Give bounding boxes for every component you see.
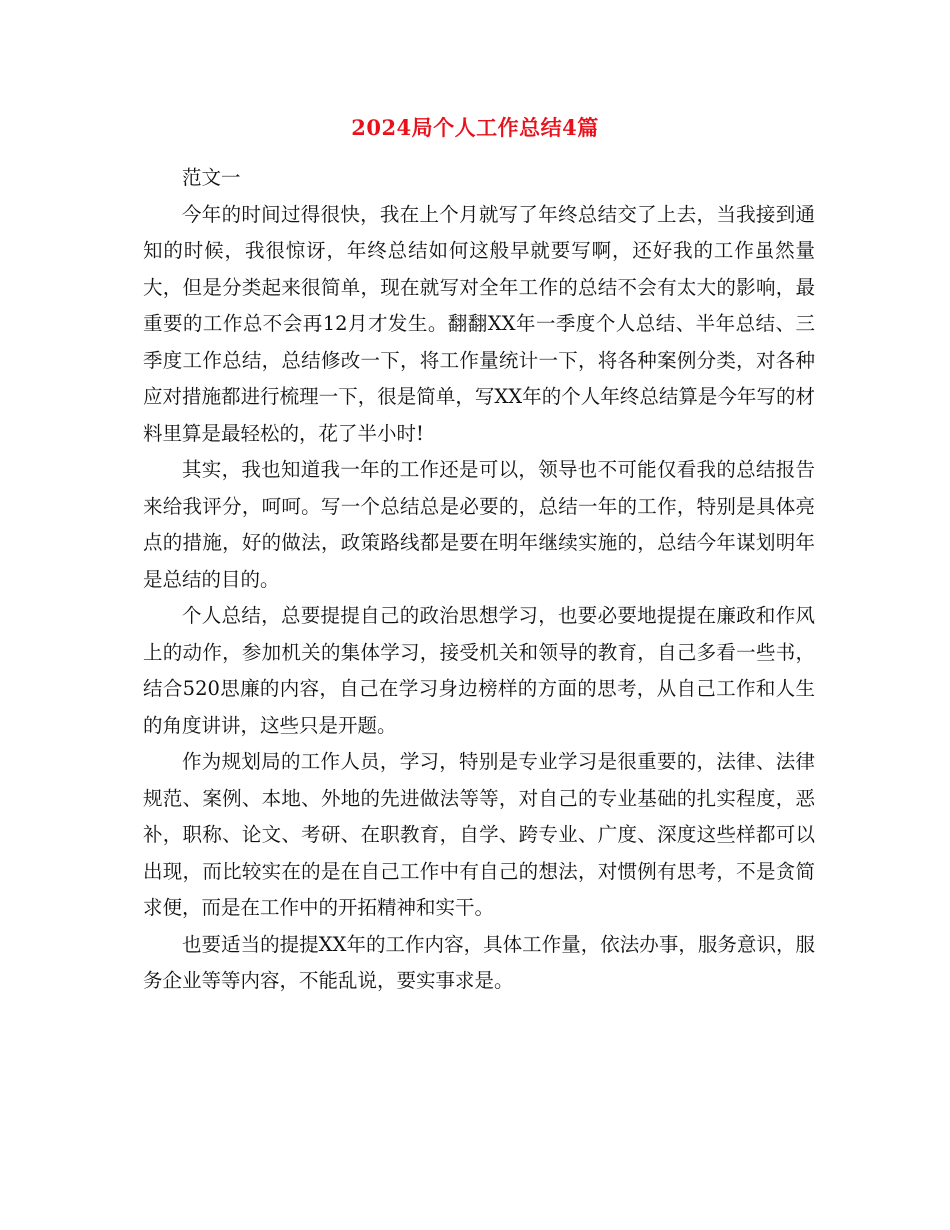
paragraph-3: 个人总结，总要提提自己的政治思想学习，也要必要地提提在廉政和作风上的动作，参加机关的集体学习，接受机关和领导的教育，自己多看一些书，结合520思廉的内容，自己在学习身边榜样的方面的思考，从自己工作和人生的角度讲讲，这些只是开题。 — [143, 604, 815, 737]
paragraph-2: 其实，我也知道我一年的工作还是可以，领导也不可能仅看我的总结报告来给我评分，呵呵。写一个总结总是必要的，总结一年的工作，特别是具体亮点的措施，好的做法，政策路线都是要在明年继续实施的，总结今年谋划明年是总结的目的。 — [143, 458, 815, 591]
paragraph-5: 也要适当的提提XX年的工作内容，具体工作量，依法办事，服务意识，服务企业等等内容，不能乱说，要实事求是。 — [143, 932, 815, 992]
document-title: 2024局个人工作总结4篇 — [351, 115, 599, 140]
paragraph-4: 作为规划局的工作人员，学习，特别是专业学习是很重要的，法律、法律规范、案例、本地、外地的先进做法等等，对自己的专业基础的扎实程度，恶补，职称、论文、考研、在职教育，自学、跨专业、广度、深度这些样都可以出现，而比较实在的是在自己工作中有自己的想法，对惯例有思考，不是贪简求便，而是在工作中的开拓精神和实干。 — [143, 750, 815, 919]
document-body — [143, 160, 815, 1000]
paragraph-1: 今年的时间过得很快，我在上个月就写了年终总结交了上去，当我接到通知的时候，我很惊讶，年终总结如何这般早就要写啊，还好我的工作虽然量大，但是分类起来很简单，现在就写对全年工作的总结不会有太大的影响，最重要的工作总不会再12月才发生。翻翻XX年一季度个人总结、半年总结、三季度工作总结，总结修改一下，将工作量统计一下，将各种案例分类，对各种应对措施都进行梳理一下，很是简单，写XX年的个人年终总结算是今年写的材料里算是最轻松的，花了半小时! — [143, 202, 815, 445]
section-label: 范文一 — [182, 166, 241, 189]
